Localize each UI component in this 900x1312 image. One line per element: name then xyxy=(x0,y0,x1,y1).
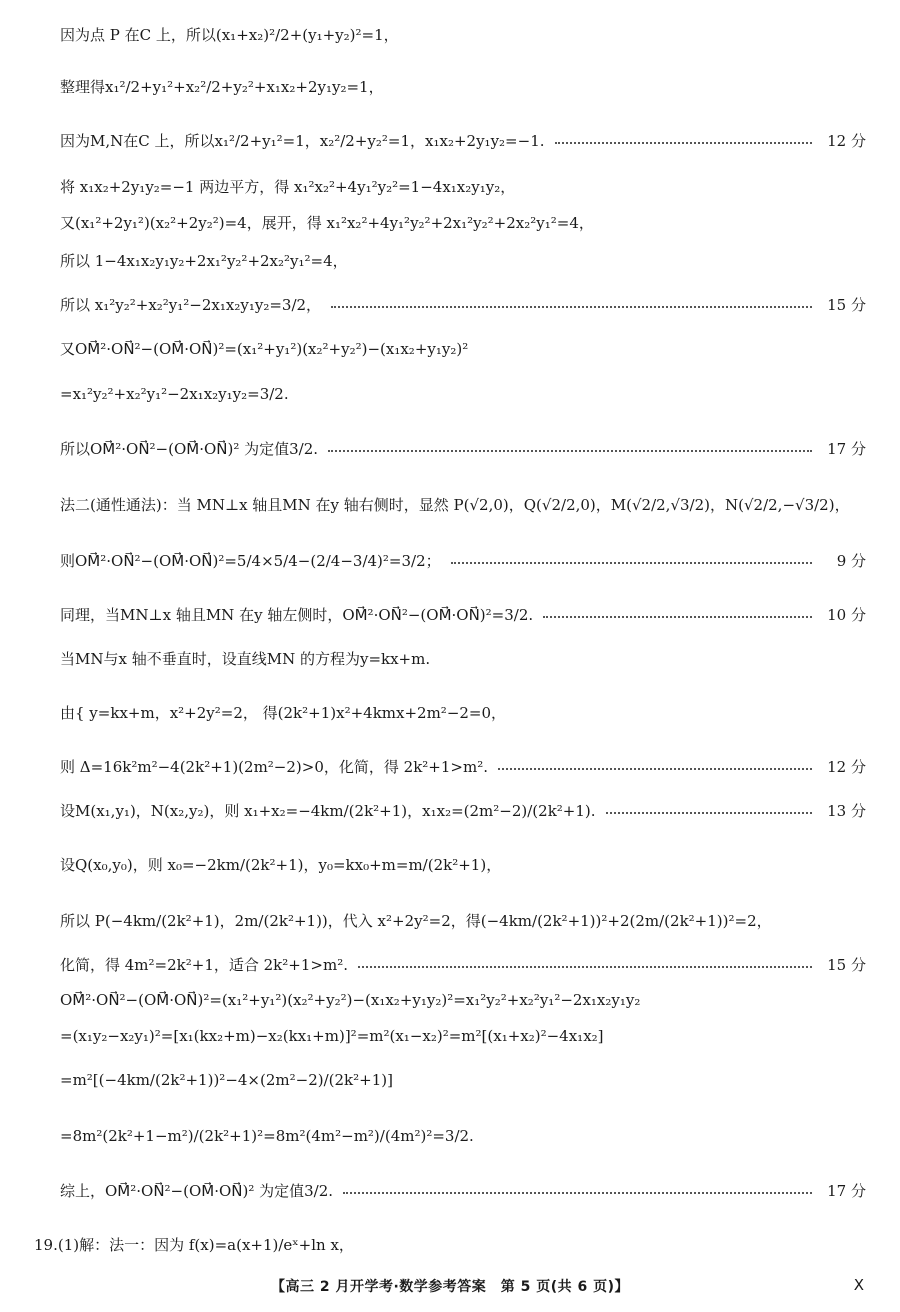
line-text: 当MN与x 轴不垂直时，设直线MN 的方程为y=kx+m. xyxy=(60,649,431,668)
leader-dots xyxy=(543,616,812,618)
solution-line xyxy=(60,746,866,786)
line-text: 因为点 P 在C 上，所以(x₁+x₂)²/2+(y₁+y₂)²=1， xyxy=(60,25,399,44)
footer-mark: X xyxy=(853,1276,864,1294)
line-text: 将 x₁x₂+2y₁y₂=−1 两边平方，得 x₁²x₂²+4y₁²y₂²=1−4x₁x₂y₁y₂， xyxy=(60,177,516,196)
page-footer: 【高三 2 月开学考·数学参考答案 第 5 页(共 6 页)】 xyxy=(270,1279,630,1295)
score-label: 15 分 xyxy=(827,295,866,314)
line-text: 综上，OM⃗²·ON⃗²−(OM⃗·ON⃗)² 为定值3/2. xyxy=(60,1181,334,1200)
line-text: =8m²(2k²+1−m²)/(2k²+1)²=8m²(4m²−m²)/(4m²)²=3/2. xyxy=(60,1127,474,1145)
line-text: 所以 x₁²y₂²+x₂²y₁²−2x₁x₂y₁y₂=3/2， xyxy=(60,295,322,314)
leader-dots xyxy=(555,142,812,144)
solution-line xyxy=(60,1170,866,1210)
leader-dots xyxy=(358,966,812,968)
score-label: 12 分 xyxy=(827,757,866,776)
solution-line xyxy=(60,638,866,678)
solution-line xyxy=(60,284,866,324)
line-text: 化简，得 4m²=2k²+1，适合 2k²+1>m². xyxy=(60,955,348,974)
solution-line xyxy=(60,594,866,634)
solution-line xyxy=(60,66,866,106)
score-label: 17 分 xyxy=(827,1181,866,1200)
line-text: 又(x₁²+2y₁²)(x₂²+2y₂²)=4，展开，得 x₁²x₂²+4y₁²y₂²+2x₁²y₂²+2x₂²y₁²=4， xyxy=(60,213,594,232)
line-text: 则 Δ=16k²m²−4(2k²+1)(2m²−2)>0，化简，得 2k²+1>m². xyxy=(60,757,488,776)
leader-dots xyxy=(331,306,812,308)
line-text: 所以 1−4x₁x₂y₁y₂+2x₁²y₂²+2x₂²y₁²=4， xyxy=(60,251,348,270)
solution-line xyxy=(60,844,866,884)
solution-line xyxy=(60,692,866,732)
solution-line xyxy=(60,900,866,940)
solution-line xyxy=(60,328,866,368)
line-text: OM⃗²·ON⃗²−(OM⃗·ON⃗)²=(x₁²+y₁²)(x₂²+y₂²)−(x₁x₂+y₁y₂)²=x₁²y₂²+x₂²y₁²−2x₁x₂y₁y₂ xyxy=(60,991,641,1009)
line-text: 由{ y=kx+m，x²+2y²=2， 得(2k²+1)x²+4kmx+2m²−2=0， xyxy=(60,703,507,722)
score-label: 13 分 xyxy=(827,801,866,820)
solution-line xyxy=(60,240,866,280)
line-text: 设Q(x₀,y₀)，则 x₀=−2km/(2k²+1)，y₀=kx₀+m=m/(2k²+1)， xyxy=(60,855,502,874)
score-label: 12 分 xyxy=(827,131,866,150)
solution-line xyxy=(60,120,866,160)
line-text: =x₁²y₂²+x₂²y₁²−2x₁x₂y₁y₂=3/2. xyxy=(60,385,289,403)
solution-line xyxy=(60,540,866,580)
line-text: =(x₁y₂−x₂y₁)²=[x₁(kx₂+m)−x₂(kx₁+m)]²=m²(x₁−x₂)²=m²[(x₁+x₂)²−4x₁x₂] xyxy=(60,1027,604,1045)
leader-dots xyxy=(343,1192,812,1194)
score-label: 9 分 xyxy=(836,551,866,570)
line-text: 设M(x₁,y₁)，N(x₂,y₂)，则 x₁+x₂=−4km/(2k²+1)，x₁x₂=(2m²−2)/(2k²+1). xyxy=(60,801,596,820)
line-text: 19.(1)解：法一：因为 f(x)=a(x+1)/eˣ+ln x， xyxy=(34,1235,354,1254)
solution-line xyxy=(60,484,866,524)
solution-line xyxy=(60,166,866,206)
leader-dots xyxy=(498,768,812,770)
line-text: 法二(通性通法)：当 MN⊥x 轴且MN 在y 轴右侧时，显然 P(√2,0)，Q(√2/2,0)，M(√2/2,√3/2)，N(√2/2,−√3/2)， xyxy=(60,495,850,514)
leader-dots xyxy=(451,562,812,564)
score-label: 10 分 xyxy=(827,605,866,624)
line-text: 所以OM⃗²·ON⃗²−(OM⃗·ON⃗)² 为定值3/2. xyxy=(60,439,319,458)
leader-dots xyxy=(328,450,812,452)
line-text: 又OM⃗²·ON⃗²−(OM⃗·ON⃗)²=(x₁²+y₁²)(x₂²+y₂²)−(x₁x₂+y₁y₂)² xyxy=(60,339,469,358)
solution-line xyxy=(60,980,866,1020)
solution-line xyxy=(60,1116,866,1156)
solution-line xyxy=(60,14,866,54)
solution-line xyxy=(60,944,866,984)
line-text: 整理得x₁²/2+y₁²+x₂²/2+y₂²+x₁x₂+2y₁y₂=1， xyxy=(60,77,384,96)
solution-line xyxy=(60,790,866,830)
solution-line xyxy=(34,1224,866,1264)
solution-line xyxy=(60,1060,866,1100)
solution-line xyxy=(60,374,866,414)
leader-dots xyxy=(606,812,812,814)
line-text: 所以 P(−4km/(2k²+1)，2m/(2k²+1))，代入 x²+2y²=2，得(−4km/(2k²+1))²+2(2m/(2k²+1))²=2， xyxy=(60,911,772,930)
line-text: 则OM⃗²·ON⃗²−(OM⃗·ON⃗)²=5/4×5/4−(2/4−3/4)²=3/2； xyxy=(60,551,441,570)
score-label: 15 分 xyxy=(827,955,866,974)
solution-line xyxy=(60,428,866,468)
line-text: 因为M,N在C 上，所以x₁²/2+y₁²=1，x₂²/2+y₂²=1，x₁x₂+2y₁y₂=−1. xyxy=(60,131,545,150)
score-label: 17 分 xyxy=(827,439,866,458)
solution-line xyxy=(60,1016,866,1056)
line-text: 同理，当MN⊥x 轴且MN 在y 轴左侧时，OM⃗²·ON⃗²−(OM⃗·ON⃗)²=3/2. xyxy=(60,605,534,624)
solution-line xyxy=(60,202,866,242)
line-text: =m²[(−4km/(2k²+1))²−4×(2m²−2)/(2k²+1)] xyxy=(60,1071,393,1089)
